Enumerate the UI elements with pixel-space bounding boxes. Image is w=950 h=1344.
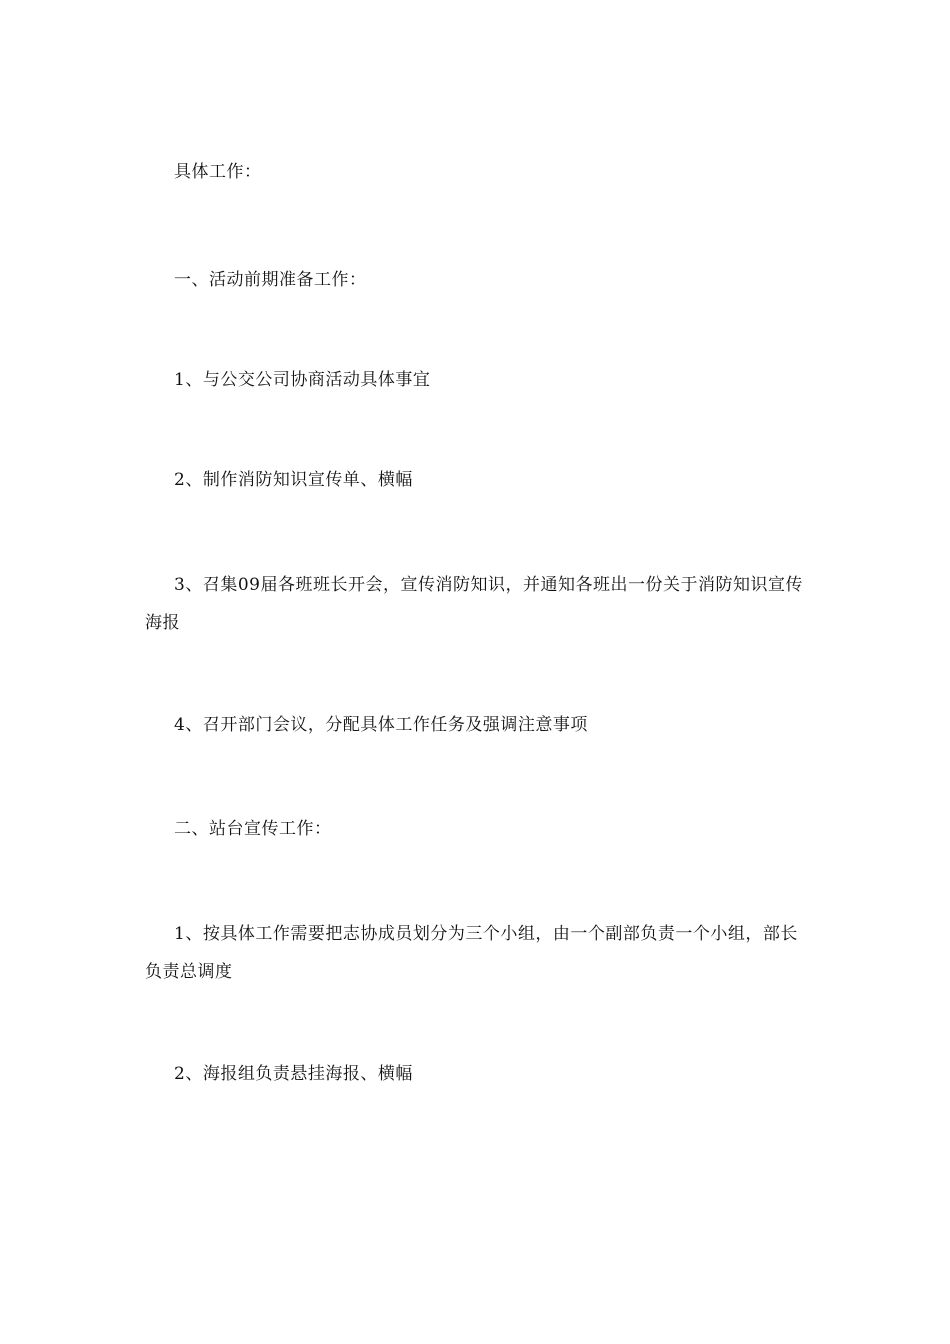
section-heading-preparation: 一、活动前期准备工作： — [174, 270, 367, 290]
prep-item-1: 1、与公交公司协商活动具体事宜 — [174, 370, 431, 390]
station-item-2: 2、海报组负责悬挂海报、横幅 — [174, 1064, 413, 1084]
prep-item-2: 2、制作消防知识宣传单、横幅 — [174, 470, 413, 490]
section-heading-specific-work: 具体工作： — [174, 162, 262, 182]
section-heading-station-publicity: 二、站台宣传工作： — [174, 819, 332, 839]
prep-item-4: 4、召开部门会议，分配具体工作任务及强调注意事项 — [174, 715, 588, 735]
station-item-1: 1、按具体工作需要把志协成员划分为三个小组，由一个副部负责一个小组，部长负责总调度 — [145, 924, 798, 982]
prep-item-3: 3、召集09届各班班长开会，宣传消防知识，并通知各班出一份关于消防知识宣传海报 — [145, 575, 803, 633]
